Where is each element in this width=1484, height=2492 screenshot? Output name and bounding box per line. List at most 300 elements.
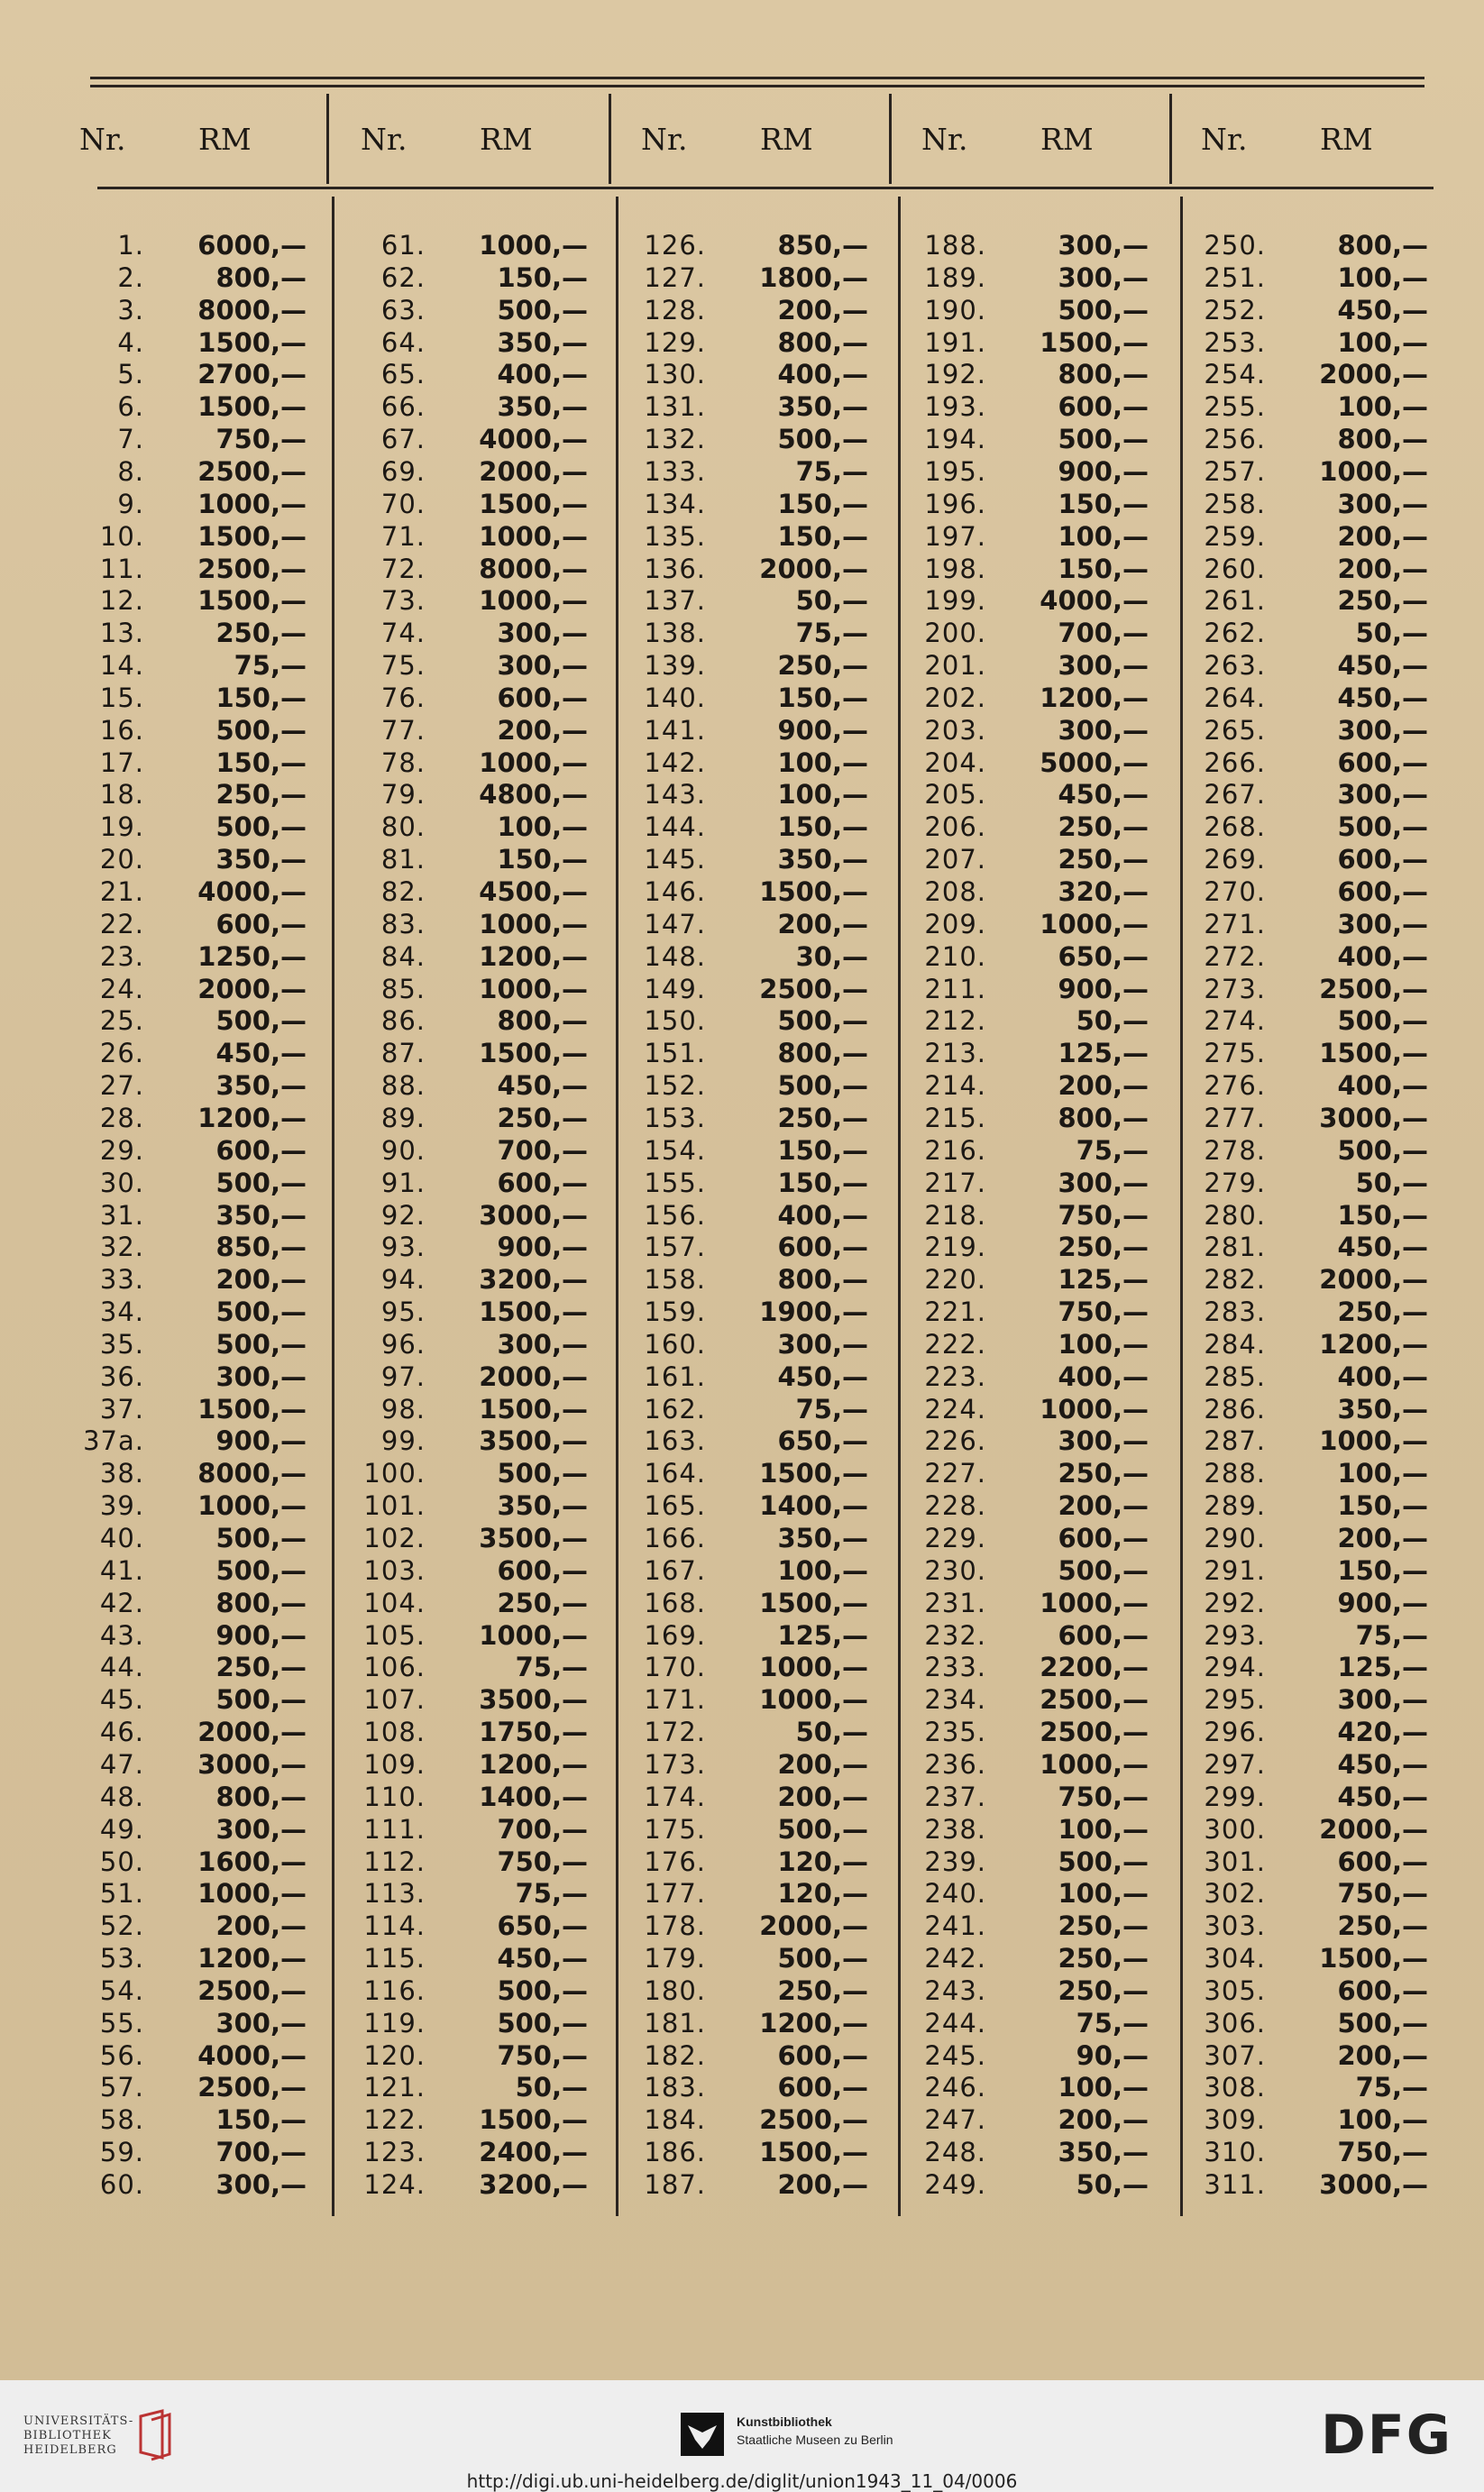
price-rm: 4000,— (1040, 585, 1149, 617)
price-rm: 8000,— (197, 294, 307, 325)
price-rm: 3500,— (479, 1684, 588, 1716)
lot-number: 23. (99, 940, 144, 972)
table-row (335, 1683, 606, 1716)
price-rm: 250,— (1058, 811, 1149, 843)
lot-number: 122. (363, 2104, 426, 2136)
table-row (616, 714, 886, 747)
table-row (896, 1910, 1167, 1942)
price-rm: 500,— (777, 424, 868, 455)
lot-number: 206. (924, 811, 986, 843)
lot-number: 252. (1204, 294, 1266, 325)
price-rm: 400,— (777, 359, 868, 390)
table-row (335, 1619, 606, 1652)
table-row (896, 455, 1167, 488)
table-row (54, 1716, 325, 1748)
price-rm: 800,— (777, 1264, 868, 1296)
table-row (616, 358, 886, 390)
table-row (54, 1425, 325, 1457)
price-rm: 350,— (215, 844, 307, 875)
lot-number: 137. (644, 585, 706, 617)
lot-number: 19. (99, 811, 144, 843)
price-rm: 750,— (1058, 1199, 1149, 1231)
lot-number: 93. (380, 1232, 426, 1263)
price-rm: 300,— (1058, 714, 1149, 746)
table-row (616, 811, 886, 843)
price-rm: 1500,— (479, 1038, 588, 1069)
lot-number: 241. (924, 1910, 986, 1942)
lot-number: 246. (924, 2072, 986, 2103)
table-row (896, 294, 1167, 326)
lot-number: 45. (99, 1684, 144, 1716)
lot-number: 98. (380, 1393, 426, 1425)
table-row (54, 1651, 325, 1683)
table-row (896, 261, 1167, 294)
table-row (896, 1457, 1167, 1489)
lot-number: 39. (99, 1490, 144, 1522)
lot-number: 162. (644, 1393, 706, 1425)
lot-number: 22. (99, 908, 144, 939)
lot-number: 102. (363, 1523, 426, 1553)
table-row (54, 1942, 325, 1974)
table-row (54, 584, 325, 617)
price-rm: 150,— (777, 1134, 868, 1166)
price-rm: 1000,— (759, 1684, 868, 1716)
lot-number: 191. (924, 326, 986, 358)
lot-number: 288. (1204, 1458, 1266, 1489)
price-rm: 100,— (777, 747, 868, 778)
table-row (896, 875, 1167, 908)
table-row (335, 2071, 606, 2103)
table-row (54, 1522, 325, 1554)
price-rm: 1500,— (197, 585, 307, 617)
lot-number: 127. (644, 261, 706, 293)
lot-number: 248. (924, 2137, 986, 2168)
lot-number: 219. (924, 1232, 986, 1263)
table-row (1176, 811, 1446, 843)
price-rm: 2000,— (1319, 1264, 1428, 1296)
lot-number: 161. (644, 1361, 706, 1392)
table-row (54, 1683, 325, 1716)
price-rm: 2400,— (479, 2137, 588, 2168)
table-row (335, 1942, 606, 1974)
price-rm: 300,— (1058, 1425, 1149, 1457)
lot-number: 33. (99, 1264, 144, 1296)
lot-number: 8. (117, 455, 144, 487)
price-rm: 200,— (215, 1910, 307, 1942)
lot-number: 194. (924, 424, 986, 455)
price-rm: 450,— (1337, 1232, 1428, 1263)
table-row (1176, 423, 1446, 455)
price-rm: 100,— (497, 811, 588, 843)
table-row (1176, 455, 1446, 488)
price-rm: 1000,— (479, 1619, 588, 1651)
price-rm: 250,— (215, 1652, 307, 1683)
lot-number: 226. (924, 1425, 986, 1457)
lot-number: 53. (99, 1943, 144, 1974)
table-row (335, 1134, 606, 1167)
lot-number: 156. (644, 1199, 706, 1231)
price-rm: 1500,— (197, 1393, 307, 1425)
kb-subtitle: Staatliche Museen zu Berlin (737, 2432, 893, 2447)
price-rm: 300,— (1058, 261, 1149, 293)
lot-number: 42. (99, 1587, 144, 1618)
table-row (335, 1587, 606, 1619)
lot-number: 50. (99, 1846, 144, 1877)
lot-number: 133. (644, 455, 706, 487)
price-rm: 400,— (1337, 1070, 1428, 1102)
lot-number: 37a. (83, 1425, 144, 1457)
lot-number: 107. (363, 1684, 426, 1716)
lot-number: 189. (924, 261, 986, 293)
lot-number: 218. (924, 1199, 986, 1231)
lot-number: 182. (644, 2039, 706, 2071)
lot-number: 208. (924, 876, 986, 907)
price-rm: 200,— (497, 714, 588, 746)
table-row (54, 2071, 325, 2103)
lot-number: 104. (363, 1587, 426, 1618)
table-row (1176, 2007, 1446, 2039)
lot-number: 247. (924, 2104, 986, 2136)
lot-number: 306. (1204, 2007, 1266, 2038)
lot-number: 58. (99, 2104, 144, 2136)
lot-number: 284. (1204, 1328, 1266, 1360)
table-row (616, 778, 886, 811)
lot-number: 43. (99, 1619, 144, 1651)
lot-number: 243. (924, 1974, 986, 2006)
price-rm: 450,— (215, 1038, 307, 1069)
price-rm: 400,— (1058, 1361, 1149, 1392)
price-rm: 450,— (1337, 650, 1428, 682)
price-rm: 350,— (497, 391, 588, 423)
lot-number: 180. (644, 1974, 706, 2006)
lot-number: 222. (924, 1328, 986, 1360)
lot-number: 138. (644, 618, 706, 649)
lot-number: 254. (1204, 359, 1266, 390)
table-row (54, 553, 325, 585)
lot-number: 38. (99, 1458, 144, 1489)
lot-number: 123. (363, 2137, 426, 2168)
price-rm: 100,— (1337, 1458, 1428, 1489)
table-row (616, 1651, 886, 1683)
lot-number: 310. (1204, 2137, 1266, 2168)
table-row (335, 973, 606, 1005)
price-rm: 100,— (777, 1554, 868, 1586)
lot-number: 69. (380, 455, 426, 487)
page-url[interactable]: http://digi.ub.uni-heidelberg.de/diglit/union1943_11_04/0006 (466, 2470, 1018, 2492)
lot-number: 78. (380, 747, 426, 778)
table-row (54, 1910, 325, 1942)
column-divider-header (326, 94, 329, 184)
price-rm: 750,— (1058, 1781, 1149, 1812)
price-rm: 850,— (777, 230, 868, 261)
table-row (616, 423, 886, 455)
price-rm: 250,— (1058, 844, 1149, 875)
lot-number: 212. (924, 1005, 986, 1037)
price-rm: 1500,— (1040, 326, 1149, 358)
price-rm: 400,— (1337, 940, 1428, 972)
lot-number: 64. (380, 326, 426, 358)
lot-number: 2. (117, 261, 144, 293)
table-row (54, 1199, 325, 1232)
table-row (896, 1974, 1167, 2007)
lot-number: 132. (644, 424, 706, 455)
lot-number: 276. (1204, 1070, 1266, 1102)
table-row (896, 1134, 1167, 1167)
lot-number: 245. (924, 2039, 986, 2071)
price-rm: 1200,— (197, 1102, 307, 1133)
price-rm: 75,— (234, 650, 307, 682)
price-rm: 300,— (1337, 908, 1428, 939)
price-rm: 75,— (795, 455, 868, 487)
top-double-rule-inner (90, 85, 1424, 87)
table-row (896, 1683, 1167, 1716)
table-row (335, 1457, 606, 1489)
lot-number: 170. (644, 1652, 706, 1683)
table-row (335, 714, 606, 747)
price-rm: 50,— (1355, 618, 1428, 649)
price-rm: 100,— (1058, 2072, 1149, 2103)
lot-number: 285. (1204, 1361, 1266, 1392)
lot-number: 290. (1204, 1523, 1266, 1553)
lot-number: 150. (644, 1005, 706, 1037)
eagle-logo-icon (681, 2413, 724, 2456)
table-row (335, 1328, 606, 1361)
lot-number: 29. (99, 1134, 144, 1166)
lot-number: 220. (924, 1264, 986, 1296)
lot-number: 207. (924, 844, 986, 875)
lot-number: 184. (644, 2104, 706, 2136)
lot-number: 267. (1204, 779, 1266, 811)
price-rm: 2000,— (759, 553, 868, 584)
lot-number: 77. (380, 714, 426, 746)
table-row (54, 390, 325, 423)
table-row (616, 488, 886, 520)
table-row (896, 326, 1167, 359)
price-rm: 300,— (1337, 488, 1428, 519)
lot-number: 142. (644, 747, 706, 778)
table-row (896, 714, 1167, 747)
price-rm: 2000,— (479, 1361, 588, 1392)
table-row (54, 1587, 325, 1619)
lot-number: 32. (99, 1232, 144, 1263)
price-rm: 1500,— (759, 2137, 868, 2168)
table-row (1176, 1522, 1446, 1554)
header-rm: RM (198, 122, 252, 157)
price-rm: 350,— (777, 844, 868, 875)
lot-number: 198. (924, 553, 986, 584)
table-row (896, 2039, 1167, 2072)
table-row (335, 423, 606, 455)
table-row (54, 1846, 325, 1878)
lot-number: 174. (644, 1781, 706, 1812)
lot-number: 35. (99, 1328, 144, 1360)
lot-number: 270. (1204, 876, 1266, 907)
lot-number: 211. (924, 973, 986, 1004)
table-row (1176, 778, 1446, 811)
lot-number: 65. (380, 359, 426, 390)
table-row (335, 843, 606, 875)
price-rm: 1500,— (759, 876, 868, 907)
price-rm: 300,— (215, 2169, 307, 2200)
price-rm: 125,— (1058, 1038, 1149, 1069)
table-row (1176, 488, 1446, 520)
lot-number: 121. (363, 2072, 426, 2103)
price-rm: 3500,— (479, 1523, 588, 1553)
price-rm: 350,— (497, 1490, 588, 1522)
lot-number: 56. (99, 2039, 144, 2071)
table-row (54, 778, 325, 811)
price-rm: 250,— (215, 618, 307, 649)
table-row (1176, 1587, 1446, 1619)
lot-number: 181. (644, 2007, 706, 2038)
table-row (616, 229, 886, 261)
table-row (335, 649, 606, 682)
lot-number: 193. (924, 391, 986, 423)
table-row (896, 811, 1167, 843)
table-row (54, 1554, 325, 1587)
header-rule (97, 187, 1434, 189)
table-row (335, 1037, 606, 1069)
table-row (335, 778, 606, 811)
price-rm: 2500,— (759, 973, 868, 1004)
price-rm: 500,— (215, 1554, 307, 1586)
price-rm: 750,— (497, 2039, 588, 2071)
table-row (335, 2103, 606, 2136)
table-row (1176, 584, 1446, 617)
lot-number: 112. (363, 1846, 426, 1877)
price-rm: 50,— (1076, 1005, 1149, 1037)
table-row (335, 1716, 606, 1748)
price-rm: 800,— (1337, 230, 1428, 261)
lot-number: 308. (1204, 2072, 1266, 2103)
table-row (616, 1522, 886, 1554)
table-row (54, 2103, 325, 2136)
price-rm: 150,— (1058, 553, 1149, 584)
lot-number: 146. (644, 876, 706, 907)
price-rm: 75,— (1076, 1134, 1149, 1166)
price-rm: 1200,— (479, 940, 588, 972)
price-rm: 200,— (777, 1748, 868, 1780)
lot-number: 262. (1204, 618, 1266, 649)
kb-title: Kunstbibliothek (737, 2414, 832, 2429)
table-row (616, 1134, 886, 1167)
price-rm: 3000,— (479, 1199, 588, 1231)
price-rm: 1000,— (1040, 1748, 1149, 1780)
dfg-logo: DFG (1321, 2404, 1453, 2467)
table-row (1176, 1846, 1446, 1878)
lot-number: 258. (1204, 488, 1266, 519)
table-row (54, 1619, 325, 1652)
price-rm: 450,— (1058, 779, 1149, 811)
lot-number: 83. (380, 908, 426, 939)
price-rm: 200,— (1337, 1523, 1428, 1553)
table-row (335, 294, 606, 326)
lot-number: 149. (644, 973, 706, 1004)
lot-number: 188. (924, 230, 986, 261)
table-row (54, 843, 325, 875)
price-rm: 2000,— (479, 455, 588, 487)
ub-line2: BIBLIOTHEK (23, 2429, 112, 2442)
table-row (896, 1361, 1167, 1393)
price-rm: 500,— (1337, 2007, 1428, 2038)
table-row (616, 1069, 886, 1102)
lot-number: 129. (644, 326, 706, 358)
lot-number: 277. (1204, 1102, 1266, 1133)
price-rm: 2500,— (197, 553, 307, 584)
lot-number: 6. (117, 391, 144, 423)
price-rm: 1000,— (1040, 1587, 1149, 1618)
price-rm: 500,— (777, 1813, 868, 1845)
price-rm: 75,— (1355, 1619, 1428, 1651)
table-row (1176, 2136, 1446, 2168)
price-rm: 75,— (515, 1652, 588, 1683)
price-rm: 3200,— (479, 2169, 588, 2200)
lot-number: 214. (924, 1070, 986, 1102)
table-row (335, 2136, 606, 2168)
price-rm: 1000,— (479, 230, 588, 261)
lot-number: 234. (924, 1684, 986, 1716)
price-rm: 450,— (1337, 1748, 1428, 1780)
lot-number: 160. (644, 1328, 706, 1360)
price-rm: 200,— (1337, 520, 1428, 552)
lot-number: 90. (380, 1134, 426, 1166)
table-row (54, 520, 325, 553)
lot-number: 203. (924, 714, 986, 746)
price-rm: 1750,— (479, 1717, 588, 1748)
lot-number: 20. (99, 844, 144, 875)
header-nr: Nr. (921, 122, 968, 157)
table-row (616, 1910, 886, 1942)
lot-number: 57. (99, 2072, 144, 2103)
table-row (1176, 229, 1446, 261)
lot-number: 17. (99, 747, 144, 778)
table-row (335, 1069, 606, 1102)
table-row (335, 1651, 606, 1683)
lot-number: 175. (644, 1813, 706, 1845)
header-rm: RM (760, 122, 813, 157)
price-rm: 300,— (1058, 230, 1149, 261)
lot-number: 79. (380, 779, 426, 811)
lot-number: 311. (1204, 2169, 1266, 2200)
price-rm: 900,— (215, 1425, 307, 1457)
price-rm: 1500,— (1319, 1038, 1428, 1069)
header-nr: Nr. (361, 122, 408, 157)
lot-number: 282. (1204, 1264, 1266, 1296)
price-rm: 700,— (215, 2137, 307, 2168)
price-rm: 100,— (1337, 261, 1428, 293)
table-row (335, 358, 606, 390)
lot-number: 134. (644, 488, 706, 519)
table-row (896, 973, 1167, 1005)
table-row (616, 390, 886, 423)
lot-number: 271. (1204, 908, 1266, 939)
table-row (896, 1522, 1167, 1554)
price-rm: 350,— (777, 1523, 868, 1553)
table-row (335, 1167, 606, 1199)
table-row (1176, 747, 1446, 779)
price-rm: 150,— (497, 844, 588, 875)
lot-number: 62. (380, 261, 426, 293)
lot-number: 224. (924, 1393, 986, 1425)
lot-number: 264. (1204, 682, 1266, 713)
table-row (616, 1393, 886, 1425)
price-rm: 900,— (1337, 1587, 1428, 1618)
table-row (54, 455, 325, 488)
table-row (54, 1877, 325, 1910)
lot-number: 111. (363, 1813, 426, 1845)
lot-number: 75. (380, 650, 426, 682)
lot-number: 309. (1204, 2104, 1266, 2136)
